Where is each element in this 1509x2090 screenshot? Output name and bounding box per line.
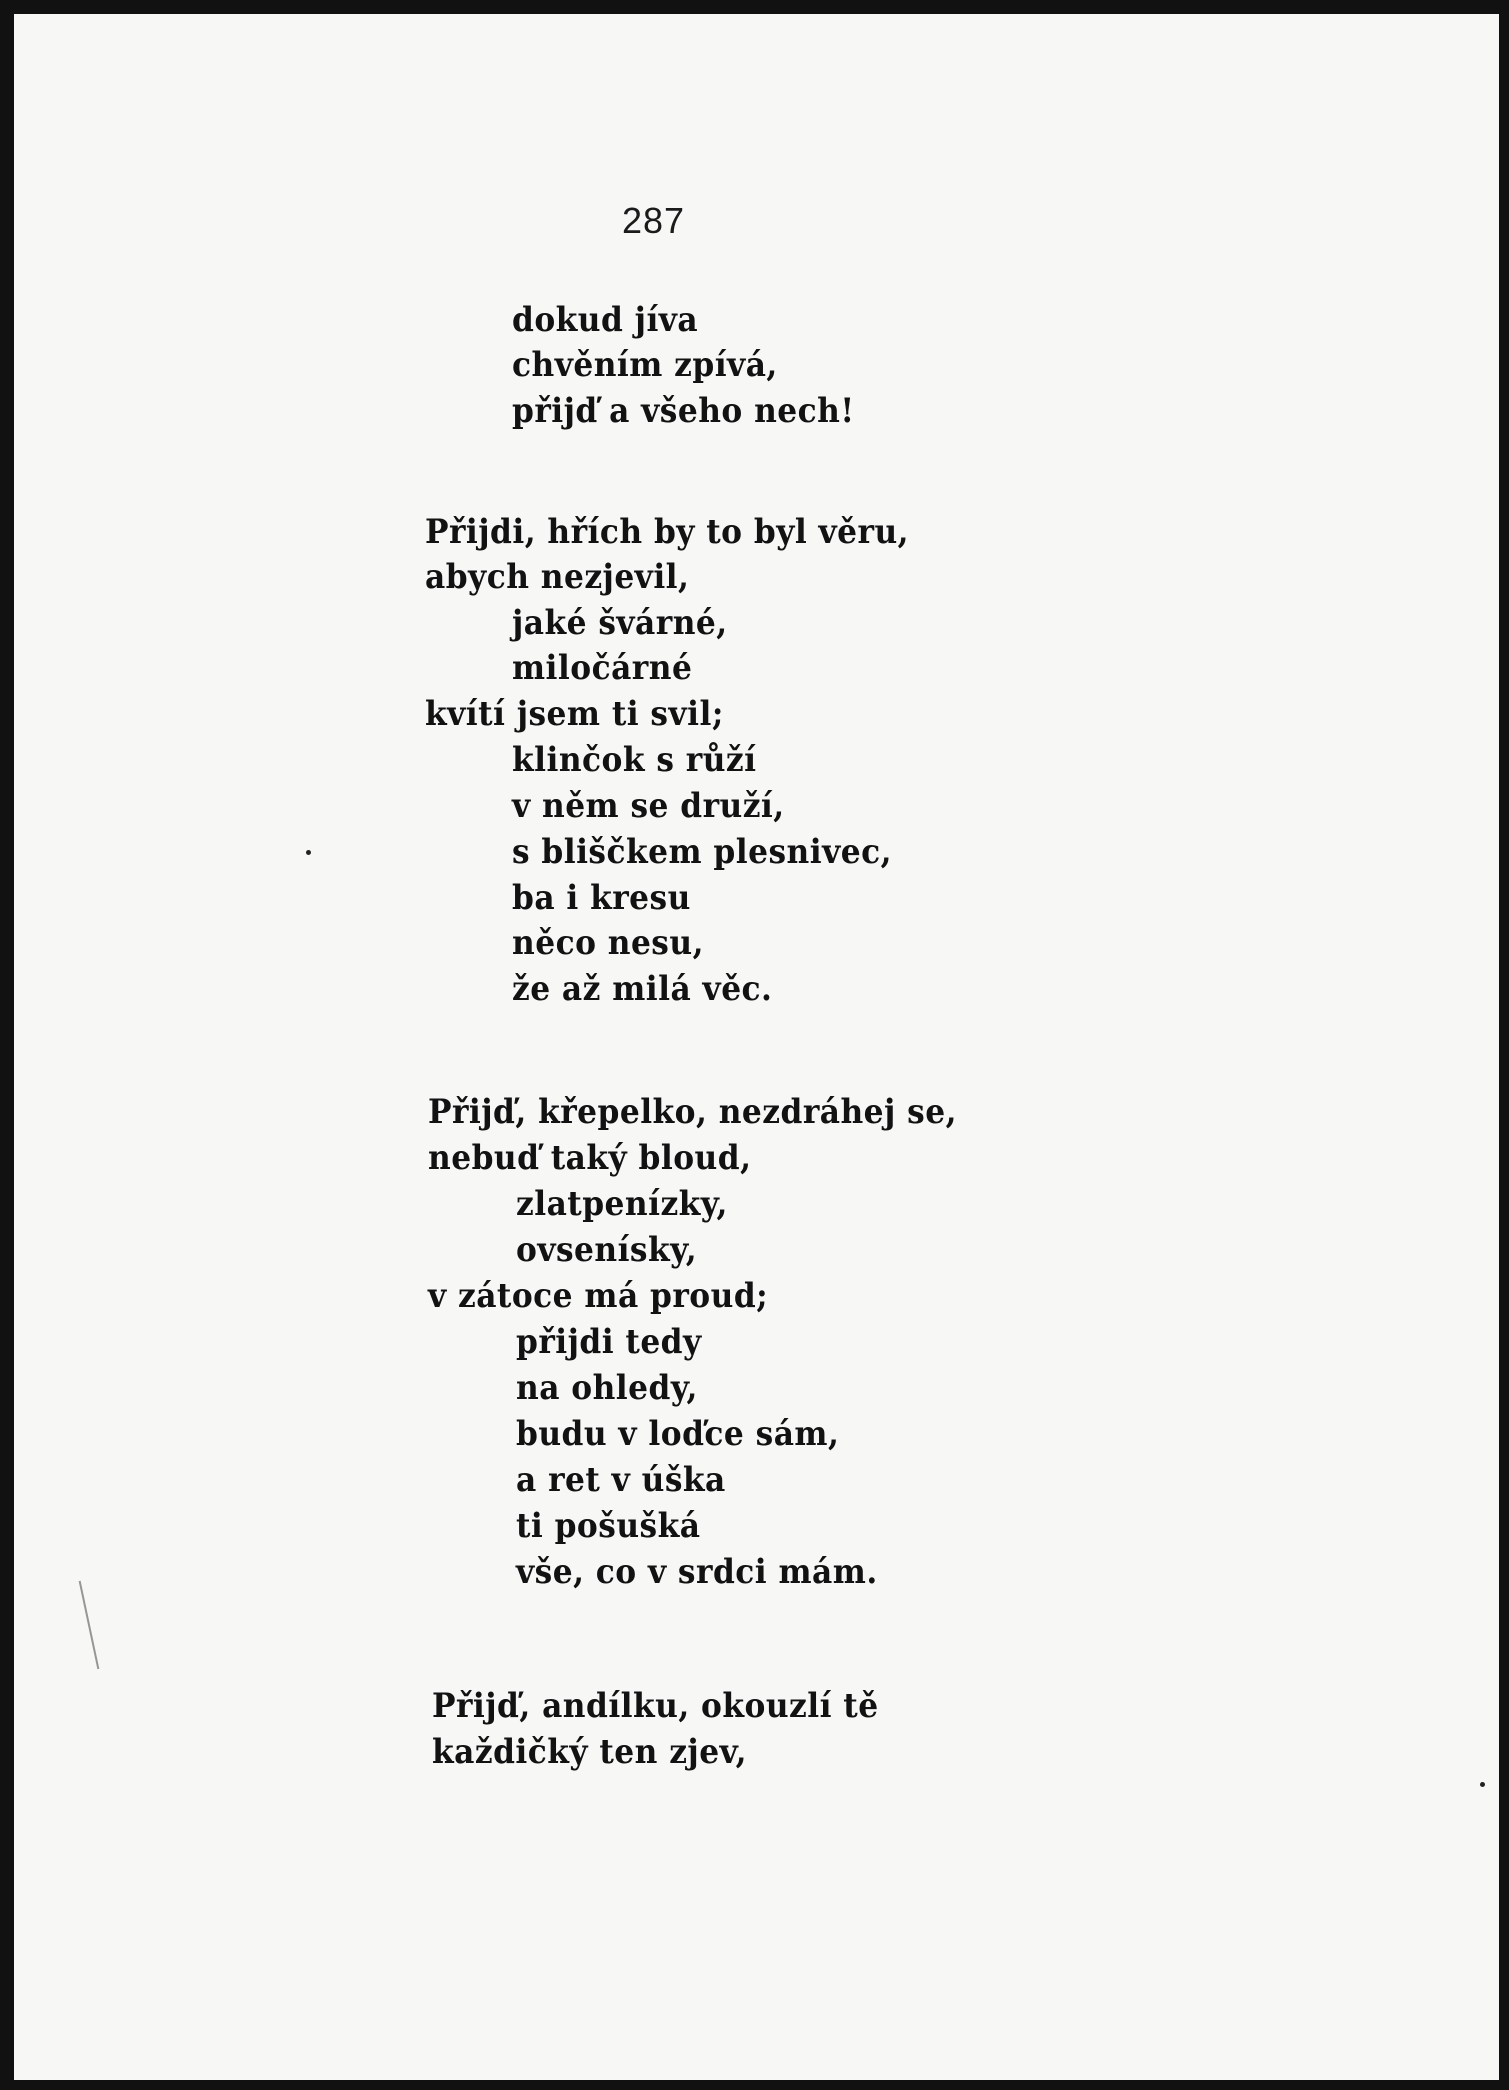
poem-line: ovsenísky,: [516, 1230, 698, 1270]
poem-line: kvítí jsem ti svil;: [425, 694, 724, 734]
poem-line: klinčok s růží: [512, 740, 757, 780]
scan-speck: [306, 850, 311, 855]
poem-line: vše, co v srdci mám.: [516, 1552, 878, 1592]
poem-line: že až milá věc.: [512, 969, 773, 1009]
poem-line: s bliščkem plesnivec,: [512, 832, 892, 872]
poem-line: ba i kresu: [512, 878, 691, 918]
poem-line: abych nezjevil,: [425, 557, 690, 597]
poem-line: a ret v úška: [516, 1460, 726, 1500]
poem-line: nebuď taký bloud,: [428, 1138, 752, 1178]
scan-speck: [1480, 1782, 1485, 1787]
poem-line: v zátoce má proud;: [428, 1276, 769, 1316]
poem-line: Přijď, andílku, okouzlí tě: [432, 1686, 879, 1726]
poem-line: na ohledy,: [516, 1368, 698, 1408]
poem-line: přijdi tedy: [516, 1322, 702, 1362]
poem-line: něco nesu,: [512, 923, 704, 963]
poem-line: dokud jíva: [512, 300, 699, 340]
poem-line: Přijď, křepelko, nezdráhej se,: [428, 1092, 957, 1132]
poem-line: Přijdi, hřích by to byl věru,: [425, 512, 910, 552]
poem-line: jaké švárné,: [512, 603, 728, 643]
poem-line: přijď a všeho nech!: [512, 391, 855, 431]
poem-line: v něm se druží,: [512, 786, 785, 826]
poem-line: každičký ten zjev,: [432, 1732, 748, 1772]
poem-line: zlatpenízky,: [516, 1184, 728, 1224]
poem-line: miločárné: [512, 648, 693, 688]
poem-line: ti pošušká: [516, 1506, 701, 1546]
page-number: 287: [622, 200, 686, 241]
poem-line: budu v loďce sám,: [516, 1414, 840, 1454]
poem-line: chvěním zpívá,: [512, 345, 778, 385]
